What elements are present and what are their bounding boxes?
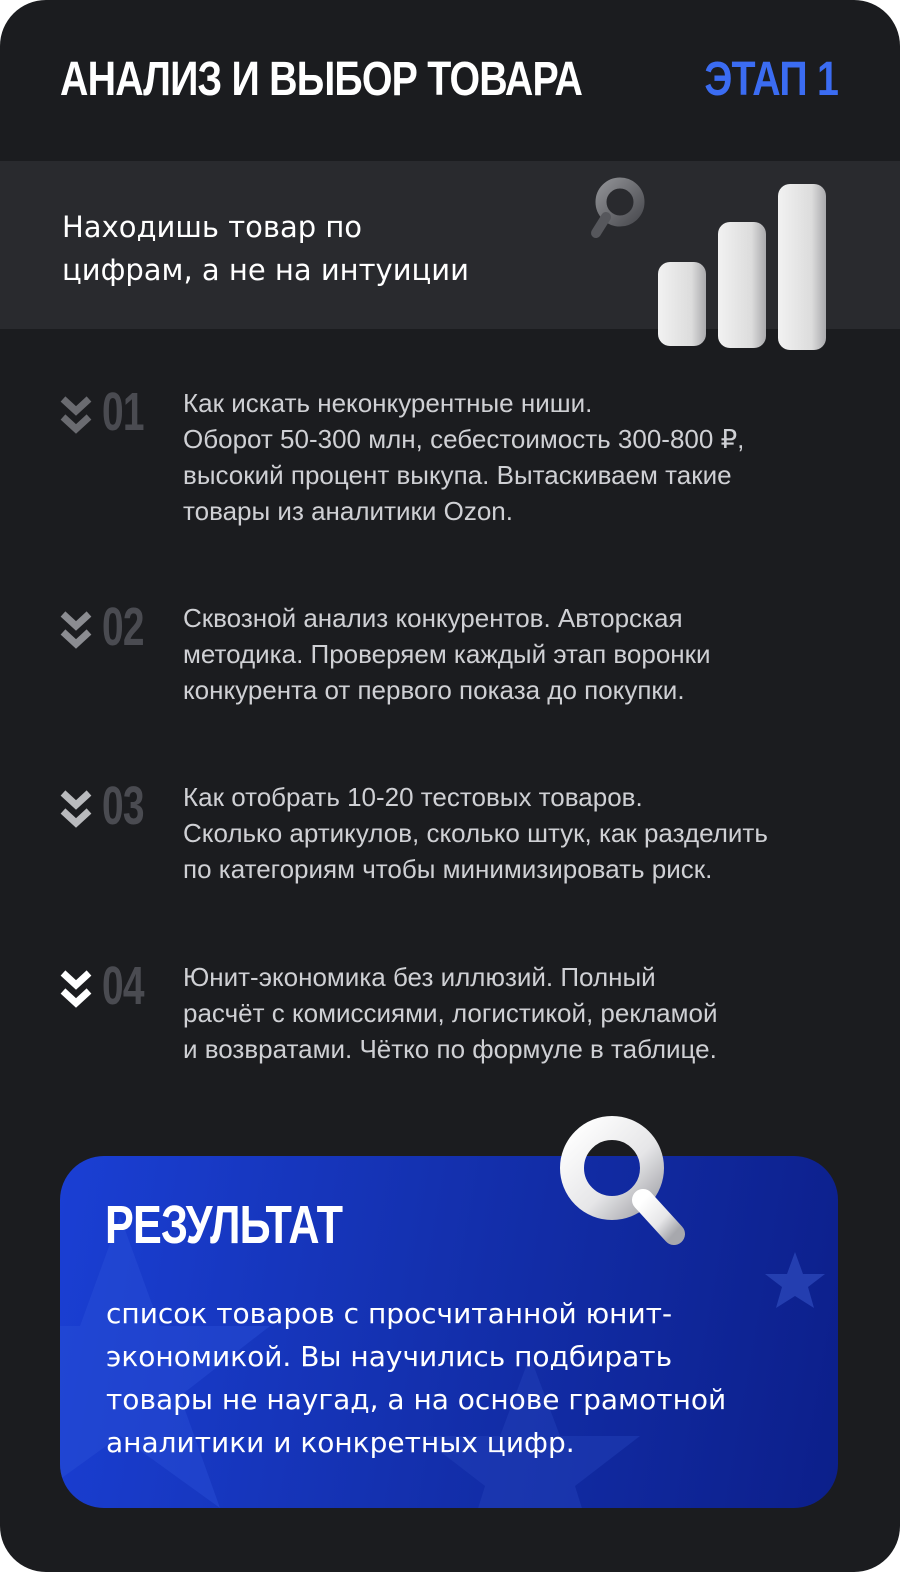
result-line: товары не наугад, а на основе грамотной [106, 1383, 727, 1416]
step-line: Сколько артикулов, сколько штук, как разделить [183, 818, 768, 848]
double-chevron-down-icon [60, 393, 92, 437]
double-chevron-down-icon [60, 967, 92, 1011]
step-number: 02 [102, 597, 144, 657]
step-line: Как искать неконкурентные ниши. [183, 388, 593, 418]
step-text [183, 600, 843, 708]
step-line: методика. Проверяем каждый этап воронки [183, 639, 711, 669]
step-number: 03 [102, 776, 144, 836]
double-chevron-down-icon [60, 608, 92, 652]
intro-line: цифрам, а не на интуиции [62, 253, 469, 287]
magnifier-icon [548, 1108, 698, 1258]
step-line: расчёт с комиссиями, логистикой, рекламой [183, 998, 718, 1028]
step-line: конкурента от первого показа до покупки. [183, 675, 685, 705]
result-title: РЕЗУЛЬТАТ [105, 1195, 343, 1255]
step-line: Оборот 50-300 млн, себестоимость 300-800 ₽, [183, 424, 745, 454]
result-line: экономикой. Вы научились подбирать [106, 1340, 673, 1373]
step-number: 04 [102, 956, 144, 1016]
page-title: АНАЛИЗ И ВЫБОР ТОВАРА [60, 53, 583, 106]
step-number: 01 [102, 382, 144, 442]
step-line: и возвратами. Чётко по формуле в таблице. [183, 1034, 717, 1064]
bar-chart-magnifier-icon [588, 170, 838, 360]
step-line: товары из аналитики Ozon. [183, 496, 513, 526]
result-line: список товаров с просчитанной юнит- [106, 1297, 673, 1330]
step-line: Юнит-экономика без иллюзий. Полный [183, 962, 656, 992]
step-line: высокий процент выкупа. Вытаскиваем такие [183, 460, 732, 490]
step-line: по категориям чтобы минимизировать риск. [183, 854, 713, 884]
step-line: Сквозной анализ конкурентов. Авторская [183, 603, 683, 633]
step-line: Как отобрать 10-20 тестовых товаров. [183, 782, 643, 812]
result-line: аналитики и конкретных цифр. [106, 1426, 575, 1459]
step-text [183, 385, 843, 529]
intro-text [62, 206, 562, 292]
intro-line: Находишь товар по [62, 210, 363, 244]
step-text [183, 779, 843, 887]
double-chevron-down-icon [60, 787, 92, 831]
result-text [106, 1292, 806, 1464]
result-panel [60, 1156, 838, 1508]
stage-label: ЭТАП 1 [704, 53, 838, 106]
step-text [183, 959, 843, 1067]
